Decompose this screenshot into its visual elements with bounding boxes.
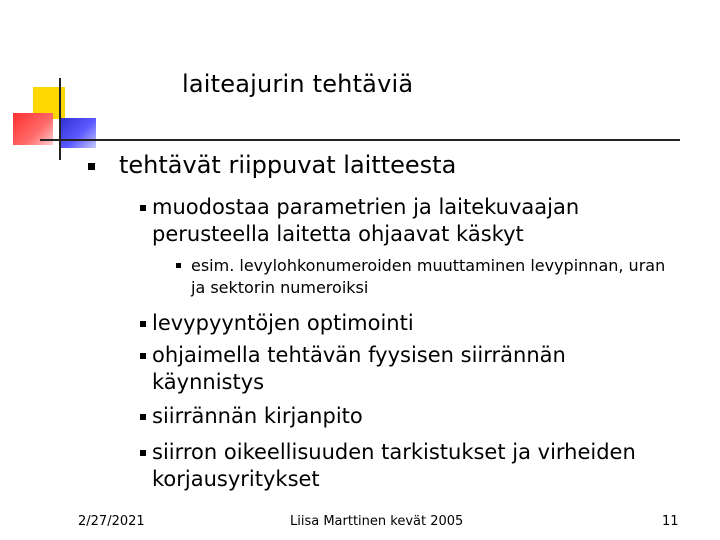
bullet-square-icon [140, 321, 146, 327]
slide-title: laiteajurin tehtäviä [182, 70, 414, 98]
bullet-square-icon [176, 263, 181, 268]
decor-blue-square [60, 118, 96, 148]
bullet-level1-text: tehtävät riippuvat laitteesta [119, 151, 457, 179]
bullet-square-icon [88, 163, 95, 170]
footer-author: Liisa Marttinen kevät 2005 [290, 514, 464, 529]
bullet-level2 [140, 310, 640, 337]
bullet-level2 [140, 439, 680, 493]
bullet-level3 [176, 255, 676, 299]
bullet-level3-text: esim. levylohkonumeroiden muuttaminen levypinnan, uran ja sektorin numeroiksi [191, 256, 666, 297]
bullet-level2-text: levypyyntöjen optimointi [152, 311, 414, 335]
bullet-level2-text: siirrännän kirjanpito [152, 404, 363, 428]
title-divider [40, 139, 680, 141]
footer-page-number: 11 [662, 514, 679, 529]
bullet-square-icon [140, 353, 146, 359]
bullet-level1 [88, 151, 456, 179]
bullet-square-icon [140, 450, 146, 456]
bullet-level2-text: muodostaa parametrien ja laitekuvaajan perusteella laitetta ohjaavat käskyt [152, 195, 580, 246]
bullet-level2-text: ohjaimella tehtävän fyysisen siirrännän käynnistys [152, 343, 566, 394]
bullet-level2 [140, 194, 610, 248]
bullet-level2-text: siirron oikeellisuuden tarkistukset ja virheiden korjausyritykset [152, 440, 636, 491]
bullet-square-icon [140, 205, 146, 211]
decor-vertical-line [59, 78, 61, 160]
bullet-level2 [140, 342, 610, 396]
bullet-level2 [140, 403, 640, 430]
footer-date: 2/27/2021 [78, 514, 145, 529]
bullet-square-icon [140, 414, 146, 420]
